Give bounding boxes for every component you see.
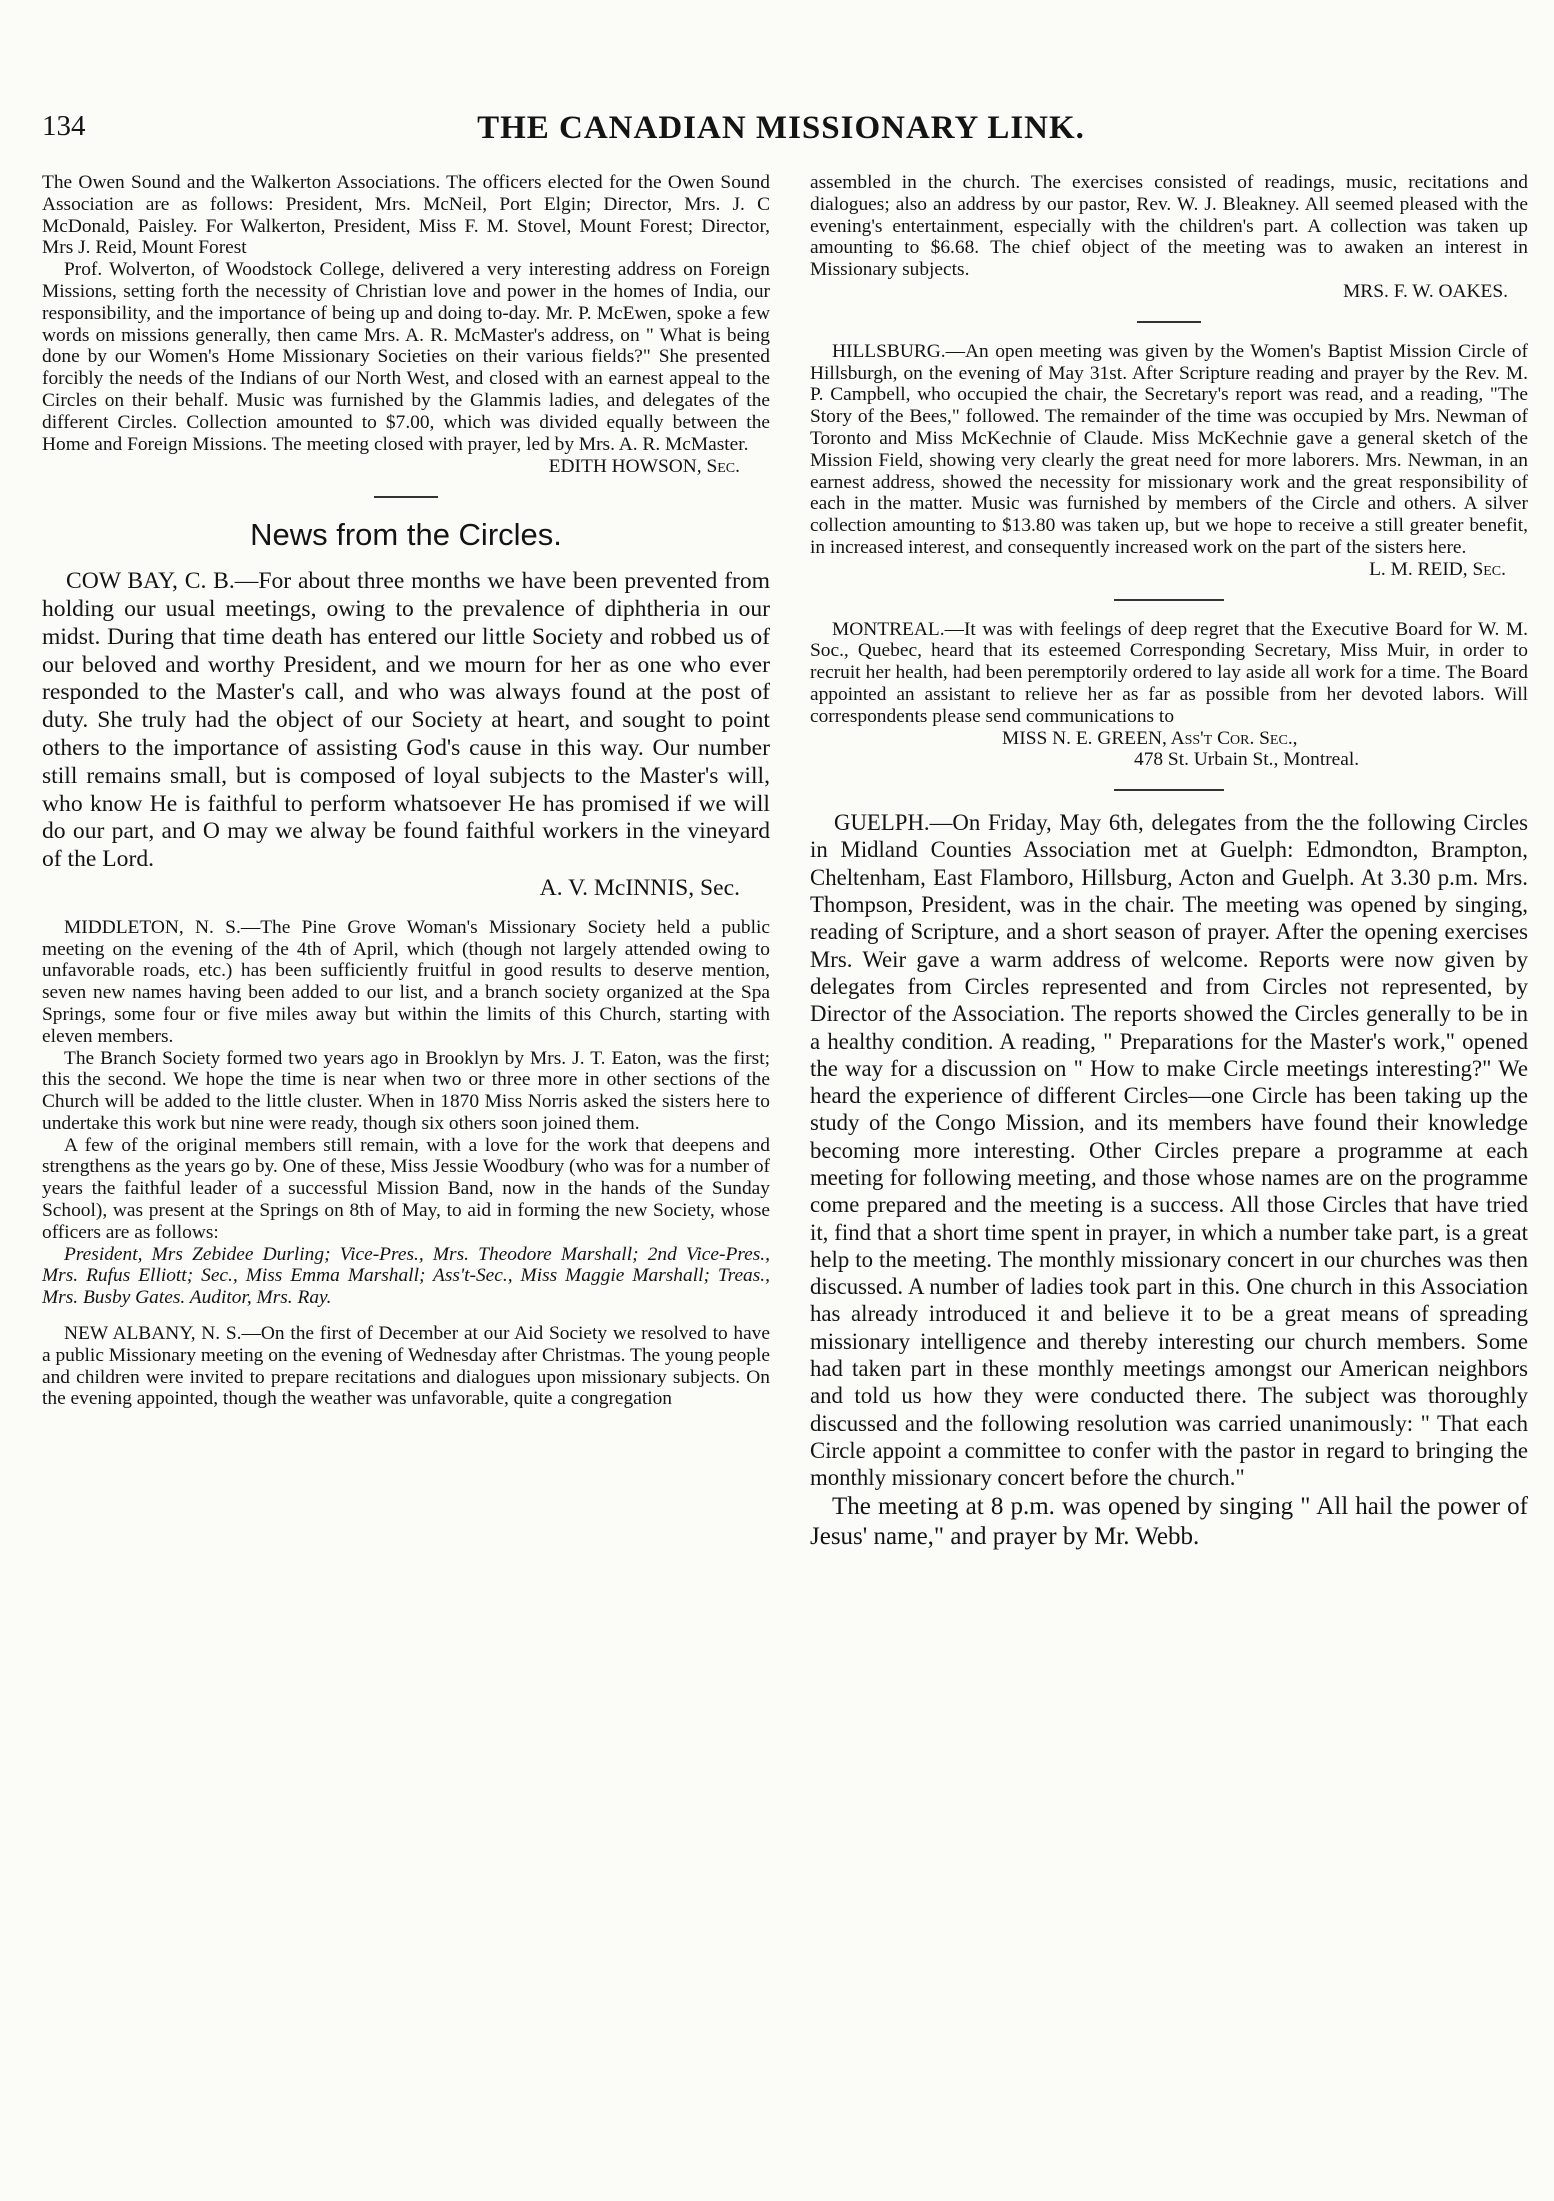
divider-3 [1114,789,1224,791]
signature-howson: EDITH HOWSON, Sec. [548,456,740,478]
publication-title: THE CANADIAN MISSIONARY LINK. [477,109,1085,146]
cow-bay-text: —For about three months we have been prevented from holding our usual meetings, owing to the prevalence of diphtheria in our midst. During that time death has entered our little Society and robbed us of our beloved and worthy President, and we mourn for her as one who ever responded to the Master's call, and who was always found at the post of duty. She truly had the object of our Society at heart, and sought to point others to the importance of assisting God's cause in this way. Our number still remains small, but is composed of loyal subjects to the Master's will, who know He is faithful to perform whatsoever He has promised if we will do our part, and O may we alway be found faithful workers in the vineyard of the Lord. [42,568,771,873]
hillsburg-report [810,341,1528,581]
right-column [810,172,1528,1552]
montreal-report [810,619,1528,772]
divider-2 [1114,599,1224,601]
middleton-officers: President, Mrs Zebidee Durling; Vice-Pres., Mrs. Theodore Marshall; 2nd Vice-Pres., Mrs. Rufus Elliott; Sec., Miss Emma Marshall; Ass't-Sec., Miss Maggie Marshall; Treas., Mrs. Busby Gates. Auditor, Mrs. Ray. [42,1243,770,1309]
montreal-heading: MONTREAL. [832,618,945,640]
middleton-heading: MIDDLETON, N. S. [64,916,241,938]
signature-reid: L. M. REID, Sec. [1369,558,1506,580]
guelph-evening [810,1492,1528,1552]
left-column [42,172,770,1410]
wolverton-paragraph: Prof. Wolverton, of Woodstock College, delivered a very interesting address on Foreign Missions, setting forth the necessity of Christian love and power in the homes of India, our responsibility, and the importance of being up and doing to-day. Mr. P. McEwen, spoke a few words on missions generally, then came Mrs. A. R. McMaster's address, on " What is being done by our Women's Home Missionary Societies on their various fields?" She presented forcibly the needs of the Indians of our North West, and closed with an earnest appeal to the Circles on their behalf. Music was furnished by the Glammis ladies, and delegates of the different Circles. Collection amounted to $7.00, which was divided equally between the Home and Foreign Missions. The meeting closed with prayer, led by Mrs. A. R. McMaster. [42,259,770,455]
guelph-heading: GUELPH. [834,810,930,836]
new-albany-report [42,1323,770,1410]
hillsburg-heading: HILLSBURG. [832,340,946,362]
associations-paragraph: The Owen Sound and the Walkerton Associations. The officers elected for the Owen Sound Association are as follows: President, Mrs. McNeil, Port Elgin; Director, Mrs. J. C McDonald, Paisley. For Walkerton, President, Miss F. M. Stovel, Mount Forest; Director, Mrs J. Reid, Mount Forest [42,172,770,259]
hillsburg-text: —An open meeting was given by the Women's Baptist Mission Circle of Hillsburgh, on the evening of May 31st. After Scripture reading and prayer by the Rev. M. P. Campbell, who occupied the chair, the Secretary's report was read, and a reading, "The Story of the Bees," followed. The remainder of the time was occupied by Mrs. Newman of Toronto and Miss McKechnie of Claude. Miss McKechnie gave a general sketch of the Mission Field, showing very clearly the great need for more laborers. Mrs. Newman, in an earnest address, showed the necessity for missionary work and the great responsibility of each in the matter. Music was furnished by members of the Circle and others. A silver collection amounting to $13.80 was taken up, but we hope to receive a still greater benefit, in increased interest, and consequently increased work on the part of the sisters here. [810,340,1528,558]
montreal-address-street: 478 St. Urbain St., Montreal. [1134,749,1360,771]
new-albany-heading: NEW ALBANY, N. S. [64,1323,242,1345]
middleton-text-1: —The Pine Grove Woman's Missionary Society held a public meeting on the evening of the 4th of April, which (though not largely attended owing to unfavorable roads, etc.) has been sufficiently fruitful in good results to deserve mention, seven new names having been added to our list, and a branch society organized at the Spa Springs, some four or five miles away but within the limits of this Church, starting with eleven members. [42,916,770,1047]
middleton-report [42,917,770,1309]
cow-bay-report [42,568,770,903]
middleton-text-3: A few of the original members still remain, with a love for the work that deepens and strengthens as the years go by. One of these, Miss Jessie Woodbury (who was for a number of years the faithful leader of a successful Mission Band, now in the hands of the Sunday School), was present at the Springs on 8th of May, to aid in forming the new Society, whose officers are as follows: [42,1134,770,1243]
signature-oakes: MRS. F. W. OAKES. [1343,280,1508,302]
page-number: 134 [42,110,86,142]
montreal-text: —It was with feelings of deep regret that the Executive Board for W. M. Soc., Quebec, heard that its esteemed Corresponding Secretary, Miss Muir, in order to recruit her health, had been peremptorily ordered to lay aside all work for a time. The Board appointed an assistant to relieve her as far as possible from her devoted labors. Will correspondents please send communications to [810,618,1528,727]
section-title: News from the Circles. [250,517,562,553]
guelph-report [810,809,1528,1491]
middleton-text-2: The Branch Society formed two years ago in Brooklyn by Mrs. J. T. Eaton, was the first; this the second. We hope the time is near when two or three more in other sections of the Church will be added to the little cluster. When in 1870 Miss Norris asked the sisters here to undertake this work but nine were ready, though six others soon joined them. [42,1047,770,1134]
montreal-address-name: MISS N. E. GREEN, Ass't Cor. Sec., [1002,727,1298,749]
new-albany-continued: assembled in the church. The exercises consisted of readings, music, recitations and dialogues; also an address by our pastor, Rev. W. J. Bleakney. All seemed pleased with the evening's entertainment, especially with the children's part. A collection was taken up amounting to $6.68. The chief object of the meeting was to awaken an interest in Missionary subjects. [810,172,1528,281]
divider-1 [1137,321,1201,323]
page-header [42,106,1520,150]
section-divider [374,496,438,498]
guelph-text: —On Friday, May 6th, delegates from the the following Circles in Midland Counties Association met at Guelph: Edmondton, Brampton, Cheltenham, East Flamboro, Hillsburg, Acton and Guelph. At 3.30 p.m. Mrs. Thompson, President, was in the chair. The meeting was opened by singing, reading of Scripture, and a short season of prayer. After the opening exercises Mrs. Weir gave a warm address of welcome. Reports were now given by delegates from Circles represented and from Circles not represented, by Director of the Association. The reports showed the Circles generally to be in a healthy condition. A reading, " Preparations for the Master's work," opened the way for a discussion on " How to make Circle meetings interesting?" We heard the experience of different Circles—one Circle has been taking up the study of the Congo Mission, and its members have found their knowledge becoming more interesting. Other Circles prepare a programme at each meeting for following meeting, and those whose names are on the programme come prepared and the meeting is a success. All those Circles that have tried it, find that a short time spent in prayer, in which a number take part, is a great help to the meeting. The monthly missionary concert in our churches was then discussed. A number of ladies took part in this. One church in this Association has already introduced it and believe it to be a great means of spreading missionary intelligence and thereby interesting our church members. Some had taken part in these monthly meetings amongst our American neighbors and told us how they were conducted there. The subject was thoroughly discussed and the following resolution was carried unanimously: " That each Circle appoint a committee to confer with the pastor in regard to bringing the monthly missionary concert before the church." [810,810,1528,1491]
guelph-final-text: The meeting at 8 p.m. was opened by singing " All hail the power of Jesus' name," and prayer by Mr. Webb. [810,1492,1528,1550]
cow-bay-heading: COW BAY, C. B. [66,568,235,595]
signature-mcinnis: A. V. McINNIS, Sec. [539,874,740,901]
new-albany-text: —On the first of December at our Aid Society we resolved to have a public Missionary meeting on the evening of Wednesday after Christmas. The young people and children were invited to prepare recitations and dialogues upon missionary subjects. On the evening appointed, though the weather was unfavorable, quite a congregation [42,1323,770,1410]
